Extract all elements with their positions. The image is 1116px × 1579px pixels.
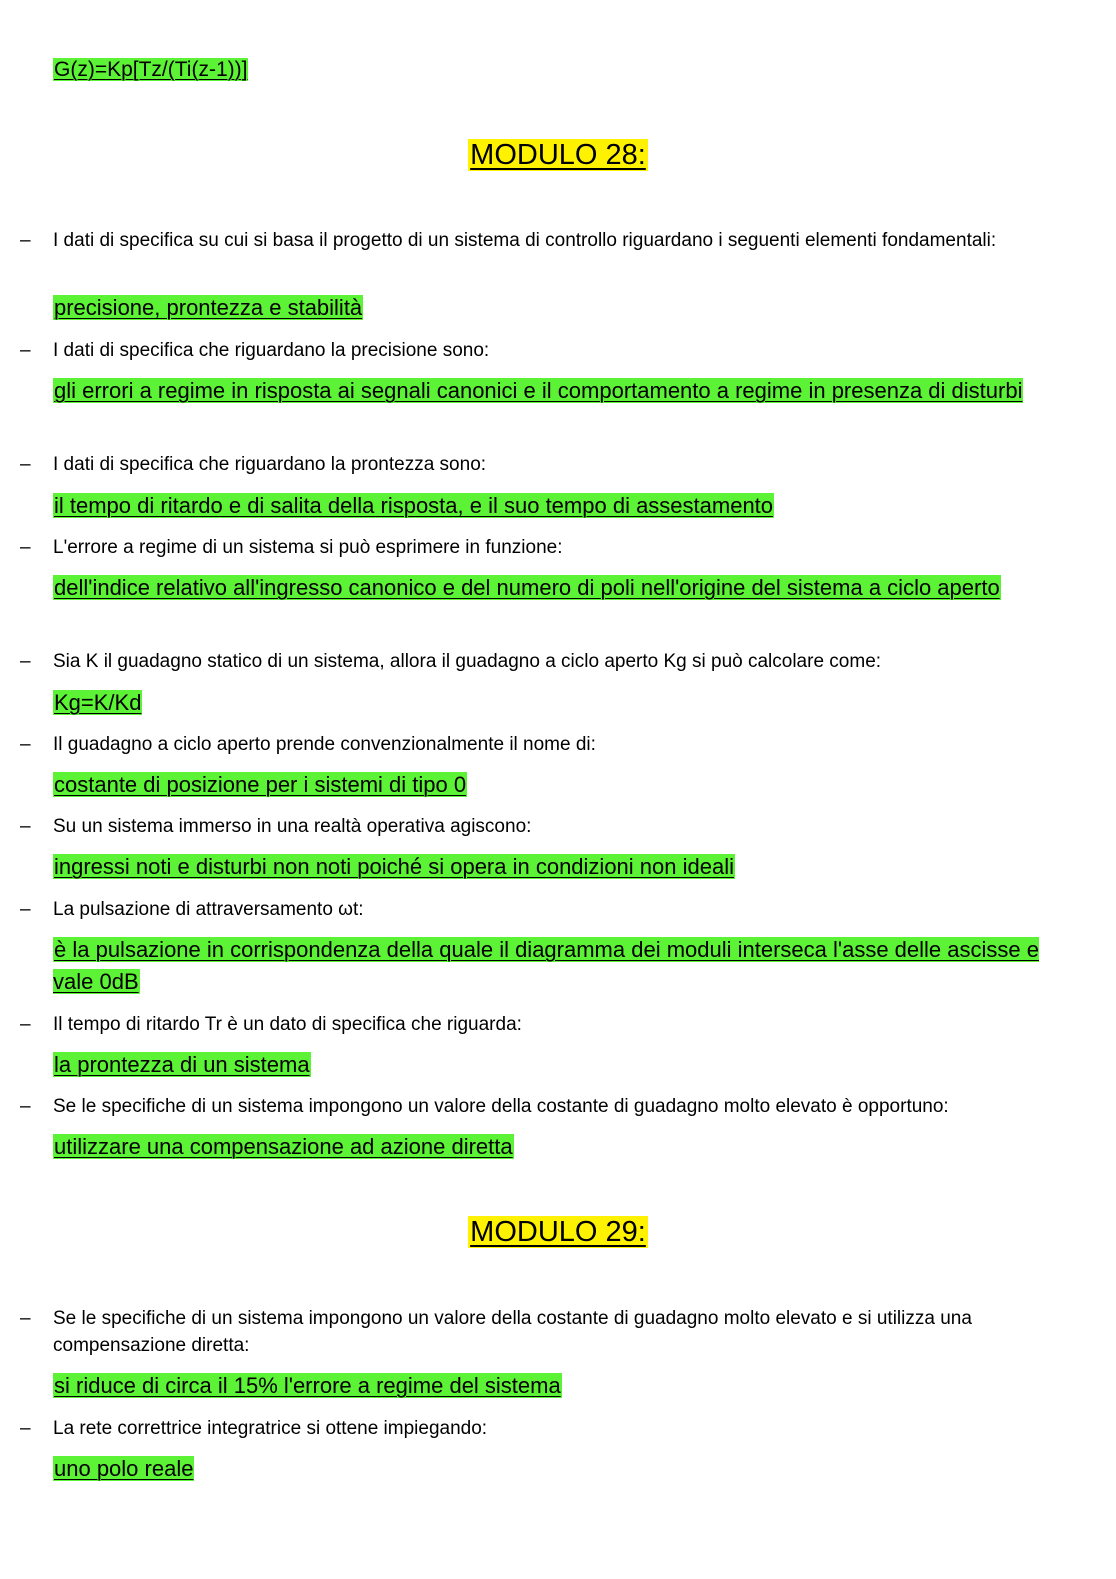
dash-bullet: – [20, 734, 31, 755]
answer-item [53, 934, 1043, 998]
question-item [20, 227, 1053, 254]
answer-item [53, 572, 1043, 604]
answer-text: la prontezza di un sistema [54, 1052, 310, 1077]
question-text: I dati di specifica che riguardano la prontezza sono: [53, 454, 487, 475]
answer-item [53, 490, 1043, 522]
dash-bullet: – [20, 651, 31, 672]
module-28-title [0, 135, 1116, 175]
question-text: Se le specifiche di un sistema impongono un valore della costante di guadagno molto elevato e si utilizza una compensazione diretta: [53, 1308, 972, 1356]
dash-bullet: – [20, 230, 31, 251]
question-item [20, 813, 1053, 840]
dash-bullet: – [20, 1308, 31, 1329]
answer-text: uno polo reale [54, 1456, 194, 1481]
question-text: L'errore a regime di un sistema si può esprimere in funzione: [53, 537, 563, 558]
dash-bullet: – [20, 454, 31, 475]
dash-bullet: – [20, 1418, 31, 1439]
answer-item [53, 769, 1043, 801]
question-text: Sia K il guadagno statico di un sistema, allora il guadagno a ciclo aperto Kg si può calcolare come: [53, 651, 882, 672]
answer-item [53, 851, 1043, 883]
dash-bullet: – [20, 816, 31, 837]
question-text: I dati di specifica che riguardano la precisione sono: [53, 340, 490, 361]
answer-item [53, 1453, 1043, 1485]
answer-item [53, 375, 1043, 407]
question-item [20, 1305, 1053, 1359]
question-text: La pulsazione di attraversamento ωt: [53, 899, 364, 920]
question-text: Il tempo di ritardo Tr è un dato di specifica che riguarda: [53, 1014, 522, 1035]
question-text: Su un sistema immerso in una realtà operativa agiscono: [53, 816, 532, 837]
question-item [20, 1093, 1053, 1120]
answer-text: si riduce di circa il 15% l'errore a regime del sistema [54, 1373, 561, 1398]
answer-text: il tempo di ritardo e di salita della risposta, e il suo tempo di assestamento [54, 493, 774, 518]
question-text: I dati di specifica su cui si basa il progetto di un sistema di controllo riguardano i seguenti elementi fondamentali: [53, 230, 997, 251]
question-item [20, 1415, 1053, 1442]
formula-highlight: G(z)=Kp[Tz/(Ti(z-1))] [54, 58, 248, 81]
answer-item [53, 292, 1043, 324]
question-item [20, 731, 1053, 758]
dash-bullet: – [20, 899, 31, 920]
answer-text: Kg=K/Kd [54, 690, 142, 715]
question-item [20, 648, 1053, 675]
question-item [20, 451, 1053, 478]
answer-text: ingressi noti e disturbi non noti poiché si opera in condizioni non ideali [54, 854, 734, 879]
dash-bullet: – [20, 340, 31, 361]
question-item [20, 1011, 1053, 1038]
module-29-title [0, 1212, 1116, 1252]
top-formula [53, 56, 248, 84]
answer-text: precisione, prontezza e stabilità [54, 295, 363, 320]
dash-bullet: – [20, 1014, 31, 1035]
answer-item [53, 1370, 1043, 1402]
answer-text: è la pulsazione in corrispondenza della quale il diagramma dei moduli interseca l'asse delle ascisse e vale 0dB [53, 937, 1039, 994]
answer-text: dell'indice relativo all'ingresso canonico e del numero di poli nell'origine del sistema a ciclo aperto [54, 575, 1000, 600]
answer-text: costante di posizione per i sistemi di tipo 0 [54, 772, 467, 797]
answer-item [53, 1131, 1043, 1163]
answer-text: gli errori a regime in risposta ai segnali canonici e il comportamento a regime in presenza di disturbi [54, 378, 1023, 403]
answer-text: utilizzare una compensazione ad azione diretta [54, 1134, 513, 1159]
question-item [20, 896, 1053, 923]
answer-item [53, 1049, 1043, 1081]
question-item [20, 534, 1053, 561]
dash-bullet: – [20, 537, 31, 558]
question-text: La rete correttrice integratrice si ottene impiegando: [53, 1418, 488, 1439]
answer-item [53, 687, 1043, 719]
question-text: Se le specifiche di un sistema impongono un valore della costante di guadagno molto elevato è opportuno: [53, 1096, 949, 1117]
question-text: Il guadagno a ciclo aperto prende convenzionalmente il nome di: [53, 734, 596, 755]
question-item [20, 337, 1053, 364]
dash-bullet: – [20, 1096, 31, 1117]
module-29-title-text: MODULO 29: [470, 1216, 646, 1248]
module-28-title-text: MODULO 28: [470, 139, 646, 171]
